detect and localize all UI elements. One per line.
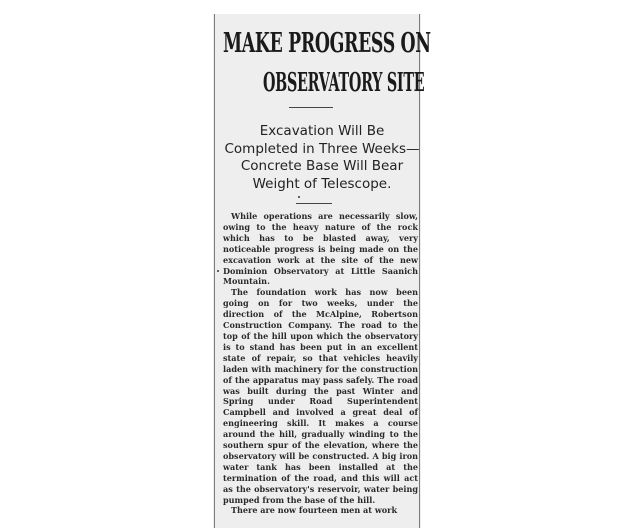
- article-body: [223, 211, 418, 516]
- article-paragraph: The foundation work has now been going on for two weeks, under the direction of the McAlpine, Robertson Construction Company. The road to the top of the hill upon which the observatory is to stand has been put in an excellent state of repair, so that vehicles heavily laden with machinery for the construction of the apparatus may pass safely. The road was built during the past Winter and Spring under Road Superintendent Campbell and involved a great deal of engineering skill. It makes a course around the hill, gradually winding to the southern spur of the elevation, where the observatory will be constructed. A big iron water tank has been installed at the termination of the road, and this will act as the observatory's reservoir, water being pumped from the base of the hill.: [223, 287, 418, 505]
- column-rule-left: [214, 14, 215, 528]
- headline-divider: [289, 107, 333, 108]
- headline-line-1: MAKE PROGRESS ON: [223, 28, 431, 59]
- print-speck: [298, 196, 300, 198]
- article-paragraph: While operations are necessarily slow, owing to the heavy nature of the rock which has to be blasted away, very noticeable progress is being made on the excavation work at the site of the new Dominion Observatory at Little Saanich Mountain.: [223, 211, 418, 287]
- print-speck: [217, 270, 219, 272]
- headline-line-2: OBSERVATORY SITE: [263, 68, 425, 98]
- article-paragraph: There are now fourteen men at work: [231, 505, 398, 516]
- subheadline-deck: Excavation Will Be Completed in Three Weeks—Concrete Base Will Bear Weight of Telescope.: [224, 123, 420, 192]
- deck-divider: [296, 203, 332, 204]
